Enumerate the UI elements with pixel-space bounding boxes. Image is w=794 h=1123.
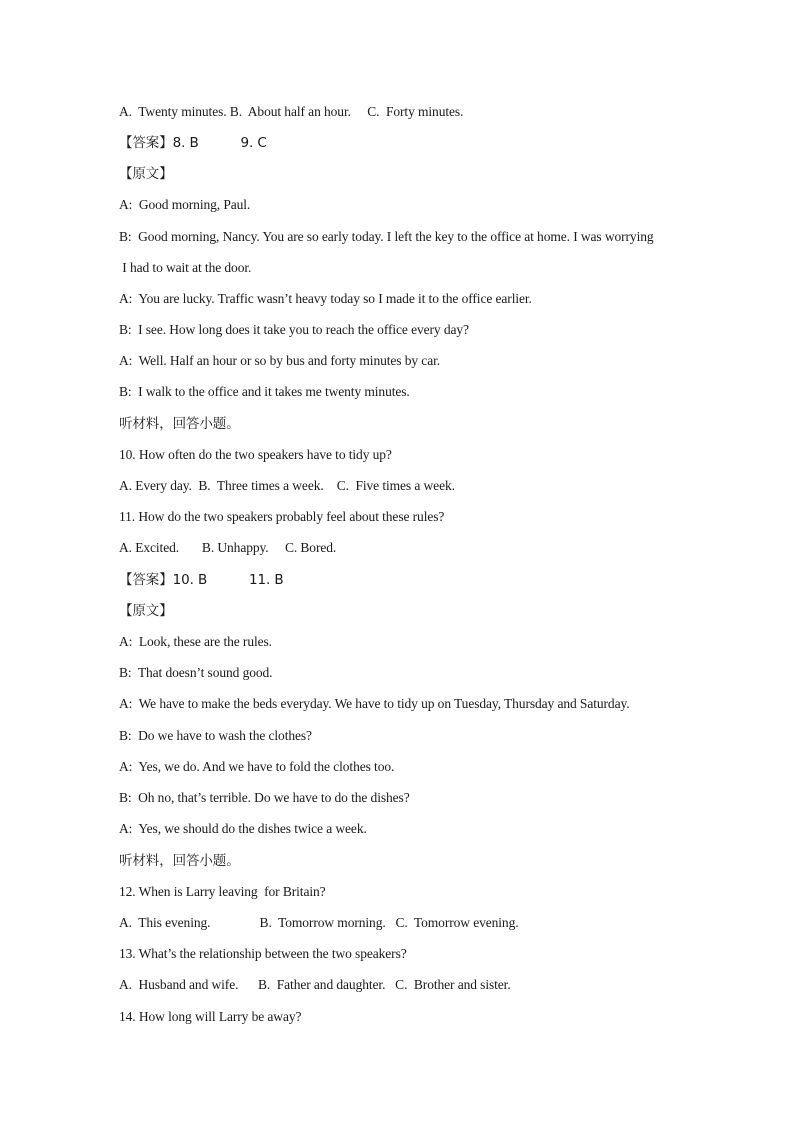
question-14: 14. How long will Larry be away?: [119, 1009, 302, 1024]
answer-key-10-11: 【答案】10. B 11. B: [119, 572, 284, 588]
question-11: 11. How do the two speakers probably feel about these rules?: [119, 509, 445, 524]
transcript-line: B: I walk to the office and it takes me twenty minutes.: [119, 384, 410, 399]
answer-key-8-9: 【答案】8. B 9. C: [119, 135, 267, 151]
transcript-line: B: Do we have to wash the clothes?: [119, 728, 312, 743]
transcript-line: B: Oh no, that’s terrible. Do we have to do the dishes?: [119, 790, 410, 805]
transcript-line: B: Good morning, Nancy. You are so early today. I left the key to the office at home. I was worrying: [119, 229, 654, 244]
transcript-heading: 【原文】: [119, 603, 173, 619]
transcript-line: I had to wait at the door.: [119, 260, 252, 275]
transcript-line: A: Yes, we should do the dishes twice a week.: [119, 821, 367, 836]
question-10: 10. How often do the two speakers have to tidy up?: [119, 447, 392, 462]
transcript-line: A: Good morning, Paul.: [119, 197, 251, 212]
question-10-options: A. Every day. B. Three times a week. C. Five times a week.: [119, 478, 455, 493]
transcript-line: A: Yes, we do. And we have to fold the clothes too.: [119, 759, 395, 774]
transcript-line: A: Well. Half an hour or so by bus and forty minutes by car.: [119, 353, 441, 368]
transcript-line: B: That doesn’t sound good.: [119, 665, 273, 680]
transcript-line: A: Look, these are the rules.: [119, 634, 272, 649]
question-9-options: A. Twenty minutes. B. About half an hour. C. Forty minutes.: [119, 104, 464, 119]
question-12: 12. When is Larry leaving for Britain?: [119, 884, 326, 899]
transcript-line: A: You are lucky. Traffic wasn’t heavy today so I made it to the office earlier.: [119, 291, 532, 306]
transcript-line: A: We have to make the beds everyday. We have to tidy up on Tuesday, Thursday and Saturday.: [119, 696, 630, 711]
transcript-line: B: I see. How long does it take you to reach the office every day?: [119, 322, 469, 337]
transcript-heading: 【原文】: [119, 166, 173, 182]
question-13: 13. What’s the relationship between the two speakers?: [119, 946, 407, 961]
section-instruction: 听材料，回答小题。: [119, 416, 240, 432]
section-instruction: 听材料，回答小题。: [119, 853, 240, 869]
question-13-options: A. Husband and wife. B. Father and daughter. C. Brother and sister.: [119, 977, 511, 992]
question-12-options: A. This evening. B. Tomorrow morning. C. Tomorrow evening.: [119, 915, 519, 930]
question-11-options: A. Excited. B. Unhappy. C. Bored.: [119, 540, 337, 555]
